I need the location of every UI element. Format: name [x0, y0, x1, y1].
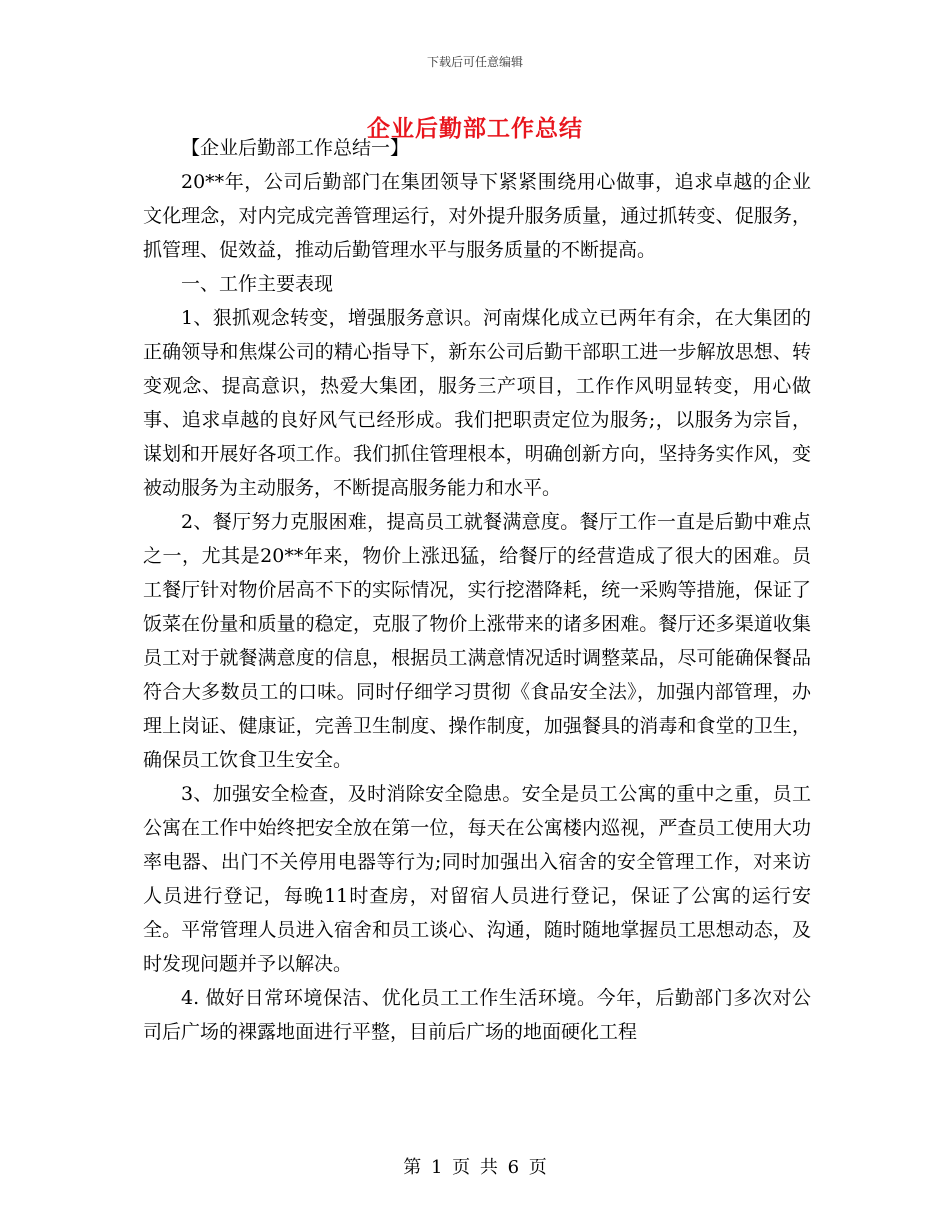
- paragraph-item-4: 4. 做好日常环境保洁、优化员工工作生活环境。今年，后勤部门多次对公司后广场的裸露地面进行平整，目前后广场的地面硬化工程: [143, 987, 811, 1043]
- paragraph-heading-1: 一、工作主要表现: [181, 273, 334, 295]
- document-body: [143, 132, 811, 1049]
- header-note: 下载后可任意编辑: [426, 55, 523, 69]
- page-footer: 第 1 页 共 6 页: [403, 1157, 547, 1178]
- paragraph-item-3: 3、加强安全检查，及时消除安全隐患。安全是员工公寓的重中之重，员工公寓在工作中始终把安全放在第一位，每天在公寓楼内巡视，严查员工使用大功率电器、出门不关停用电器等行为;同时加强出入宿舍的安全管理工作，对来访人员进行登记，每晚11时查房，对留宿人员进行登记，保证了公寓的运行安全。平常管理人员进入宿舍和员工谈心、沟通，随时随地掌握员工思想动态，及时发现问题并予以解决。: [143, 783, 811, 975]
- paragraph-intro: 20**年，公司后勤部门在集团领导下紧紧围绕用心做事，追求卓越的企业文化理念，对内完成完善管理运行，对外提升服务质量，通过抓转变、促服务，抓管理、促效益，推动后勤管理水平与服务质量的不断提高。: [143, 171, 811, 261]
- section-heading: 【企业后勤部工作总结一】: [181, 137, 410, 159]
- paragraph-item-2: 2、餐厅努力克服困难，提高员工就餐满意度。餐厅工作一直是后勤中难点之一，尤其是20**年来，物价上涨迅猛，给餐厅的经营造成了很大的困难。员工餐厅针对物价居高不下的实际情况，实行挖潜降耗，统一采购等措施，保证了饭菜在份量和质量的稳定，克服了物价上涨带来的诸多困难。餐厅还多渠道收集员工对于就餐满意度的信息，根据员工满意情况适时调整菜品，尽可能确保餐品符合大多数员工的口味。同时仔细学习贯彻《食品安全法》，加强内部管理，办理上岗证、健康证，完善卫生制度、操作制度，加强餐具的消毒和食堂的卫生，确保员工饮食卫生安全。: [143, 511, 811, 771]
- paragraph-item-1: 1、狠抓观念转变，增强服务意识。河南煤化成立已两年有余，在大集团的正确领导和焦煤公司的精心指导下，新东公司后勤干部职工进一步解放思想、转变观念、提高意识，热爱大集团，服务三产项目，工作作风明显转变，用心做事、追求卓越的良好风气已经形成。我们把职责定位为服务;，以服务为宗旨，谋划和开展好各项工作。我们抓住管理根本，明确创新方向，坚持务实作风，变被动服务为主动服务，不断提高服务能力和水平。: [143, 307, 811, 499]
- document-title: 企业后勤部工作总结: [367, 115, 583, 142]
